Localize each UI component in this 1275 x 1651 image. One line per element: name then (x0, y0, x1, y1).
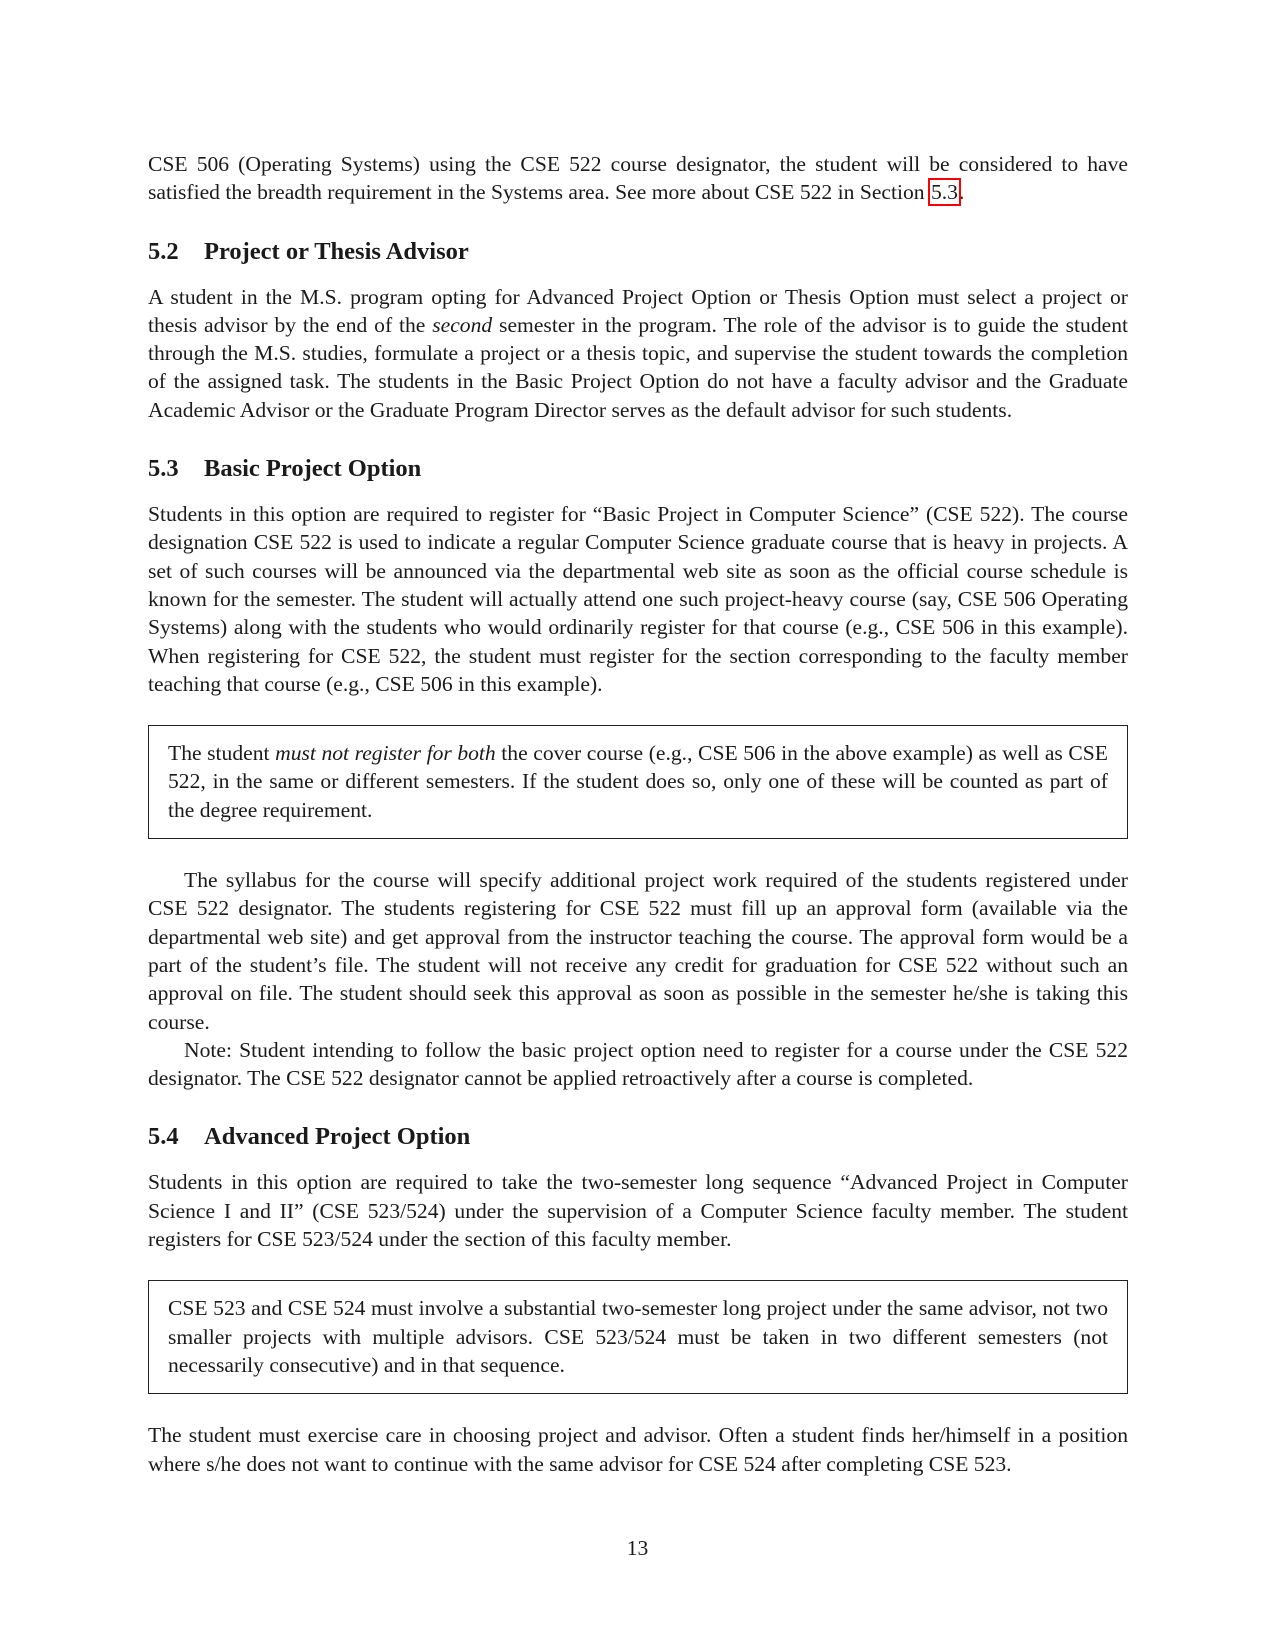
emphasis-second: second (432, 312, 493, 337)
section-5-3-link[interactable]: 5.3 (930, 180, 958, 205)
section-5-4-paragraph-1: Students in this option are required to take the two-semester long sequence “Advanced Project in Computer Science I and II” (CSE 523/524) under the supervision of a Computer Science faculty member. The student registers for CSE 523/524 under the section of this faculty member. (148, 1170, 1128, 1252)
emphasis-must-not-register: must not register for both (275, 741, 496, 766)
page-number: 13 (626, 1536, 649, 1560)
section-5-3-heading-wrap (148, 454, 1128, 484)
section-5-3-note: Note: Student intending to follow the basic project option need to register for a course under the CSE 522 designator. The CSE 522 designator cannot be applied retroactively after a course is completed. (148, 1037, 1128, 1091)
notice-box-cse523-524 (148, 1280, 1128, 1394)
section-5-2-paragraph: A student in the M.S. program opting for Advanced Project Option or Thesis Option must select a project or thesis advisor by the end of the second semester in the program. The role of the advisor is to guide the student through the M.S. studies, formulate a project or a thesis topic, and supervise the student towards the completion of the assigned task. The students in the Basic Project Option do not have a faculty advisor and the Graduate Academic Advisor or the Graduate Program Director serves as the default advisor for such students. (148, 284, 1128, 422)
section-5-2-heading-wrap (148, 237, 1128, 267)
intro-paragraph: CSE 506 (Operating Systems) using the CSE 522 course designator, the student will be considered to have satisfied the breadth requirement in the Systems area. See more about CSE 522 in Section 5.3. (148, 152, 1128, 205)
section-5-3-paragraph-2: The syllabus for the course will specify additional project work required of the students registered under CSE 522 designator. The students registering for CSE 522 must fill up an approval form (available via the departmental web site) and get approval from the instructor teaching the course. The approval form would be a part of the student’s file. The student will not receive any credit for graduation for CSE 522 without such an approval on file. The student should seek this approval as soon as possible in the semester he/she is taking this course. (148, 868, 1128, 1034)
notice-text: CSE 523 and CSE 524 must involve a substantial two-semester long project under the same advisor, not two smaller projects with multiple advisors. CSE 523/524 must be taken in two different semesters (not necessarily consecutive) and in that sequence. (168, 1296, 1108, 1377)
section-heading: 5.2 Project or Thesis Advisor (148, 237, 469, 265)
notice-box-cover-course (148, 725, 1128, 839)
section-5-4-paragraph-2: The student must exercise care in choosing project and advisor. Often a student finds her/himself in a position where s/he does not want to continue with the same advisor for CSE 524 after completing CSE 523. (148, 1423, 1128, 1476)
section-heading: 5.4 Advanced Project Option (148, 1123, 471, 1151)
section-heading: 5.3 Basic Project Option (148, 455, 422, 483)
section-5-3-paragraph-1: Students in this option are required to register for “Basic Project in Computer Science” (CSE 522). The course designation CSE 522 is used to indicate a regular Computer Science graduate course that is heavy in projects. A set of such courses will be announced via the departmental web site as soon as the official course schedule is known for the semester. The student will actually attend one such project-heavy course (say, CSE 506 Operating Systems) along with the students who would ordinarily register for that course (e.g., CSE 506 in this example). When registering for CSE 522, the student must register for the section corresponding to the faculty member teaching that course (e.g., CSE 506 in this example). (148, 502, 1128, 696)
notice-text: The student must not register for both the cover course (e.g., CSE 506 in the above example) as well as CSE 522, in the same or different semesters. If the student does so, only one of these will be counted as part of the degree requirement. (168, 741, 1108, 822)
document-page (148, 150, 1128, 1478)
section-5-4-heading-wrap (148, 1122, 1128, 1152)
